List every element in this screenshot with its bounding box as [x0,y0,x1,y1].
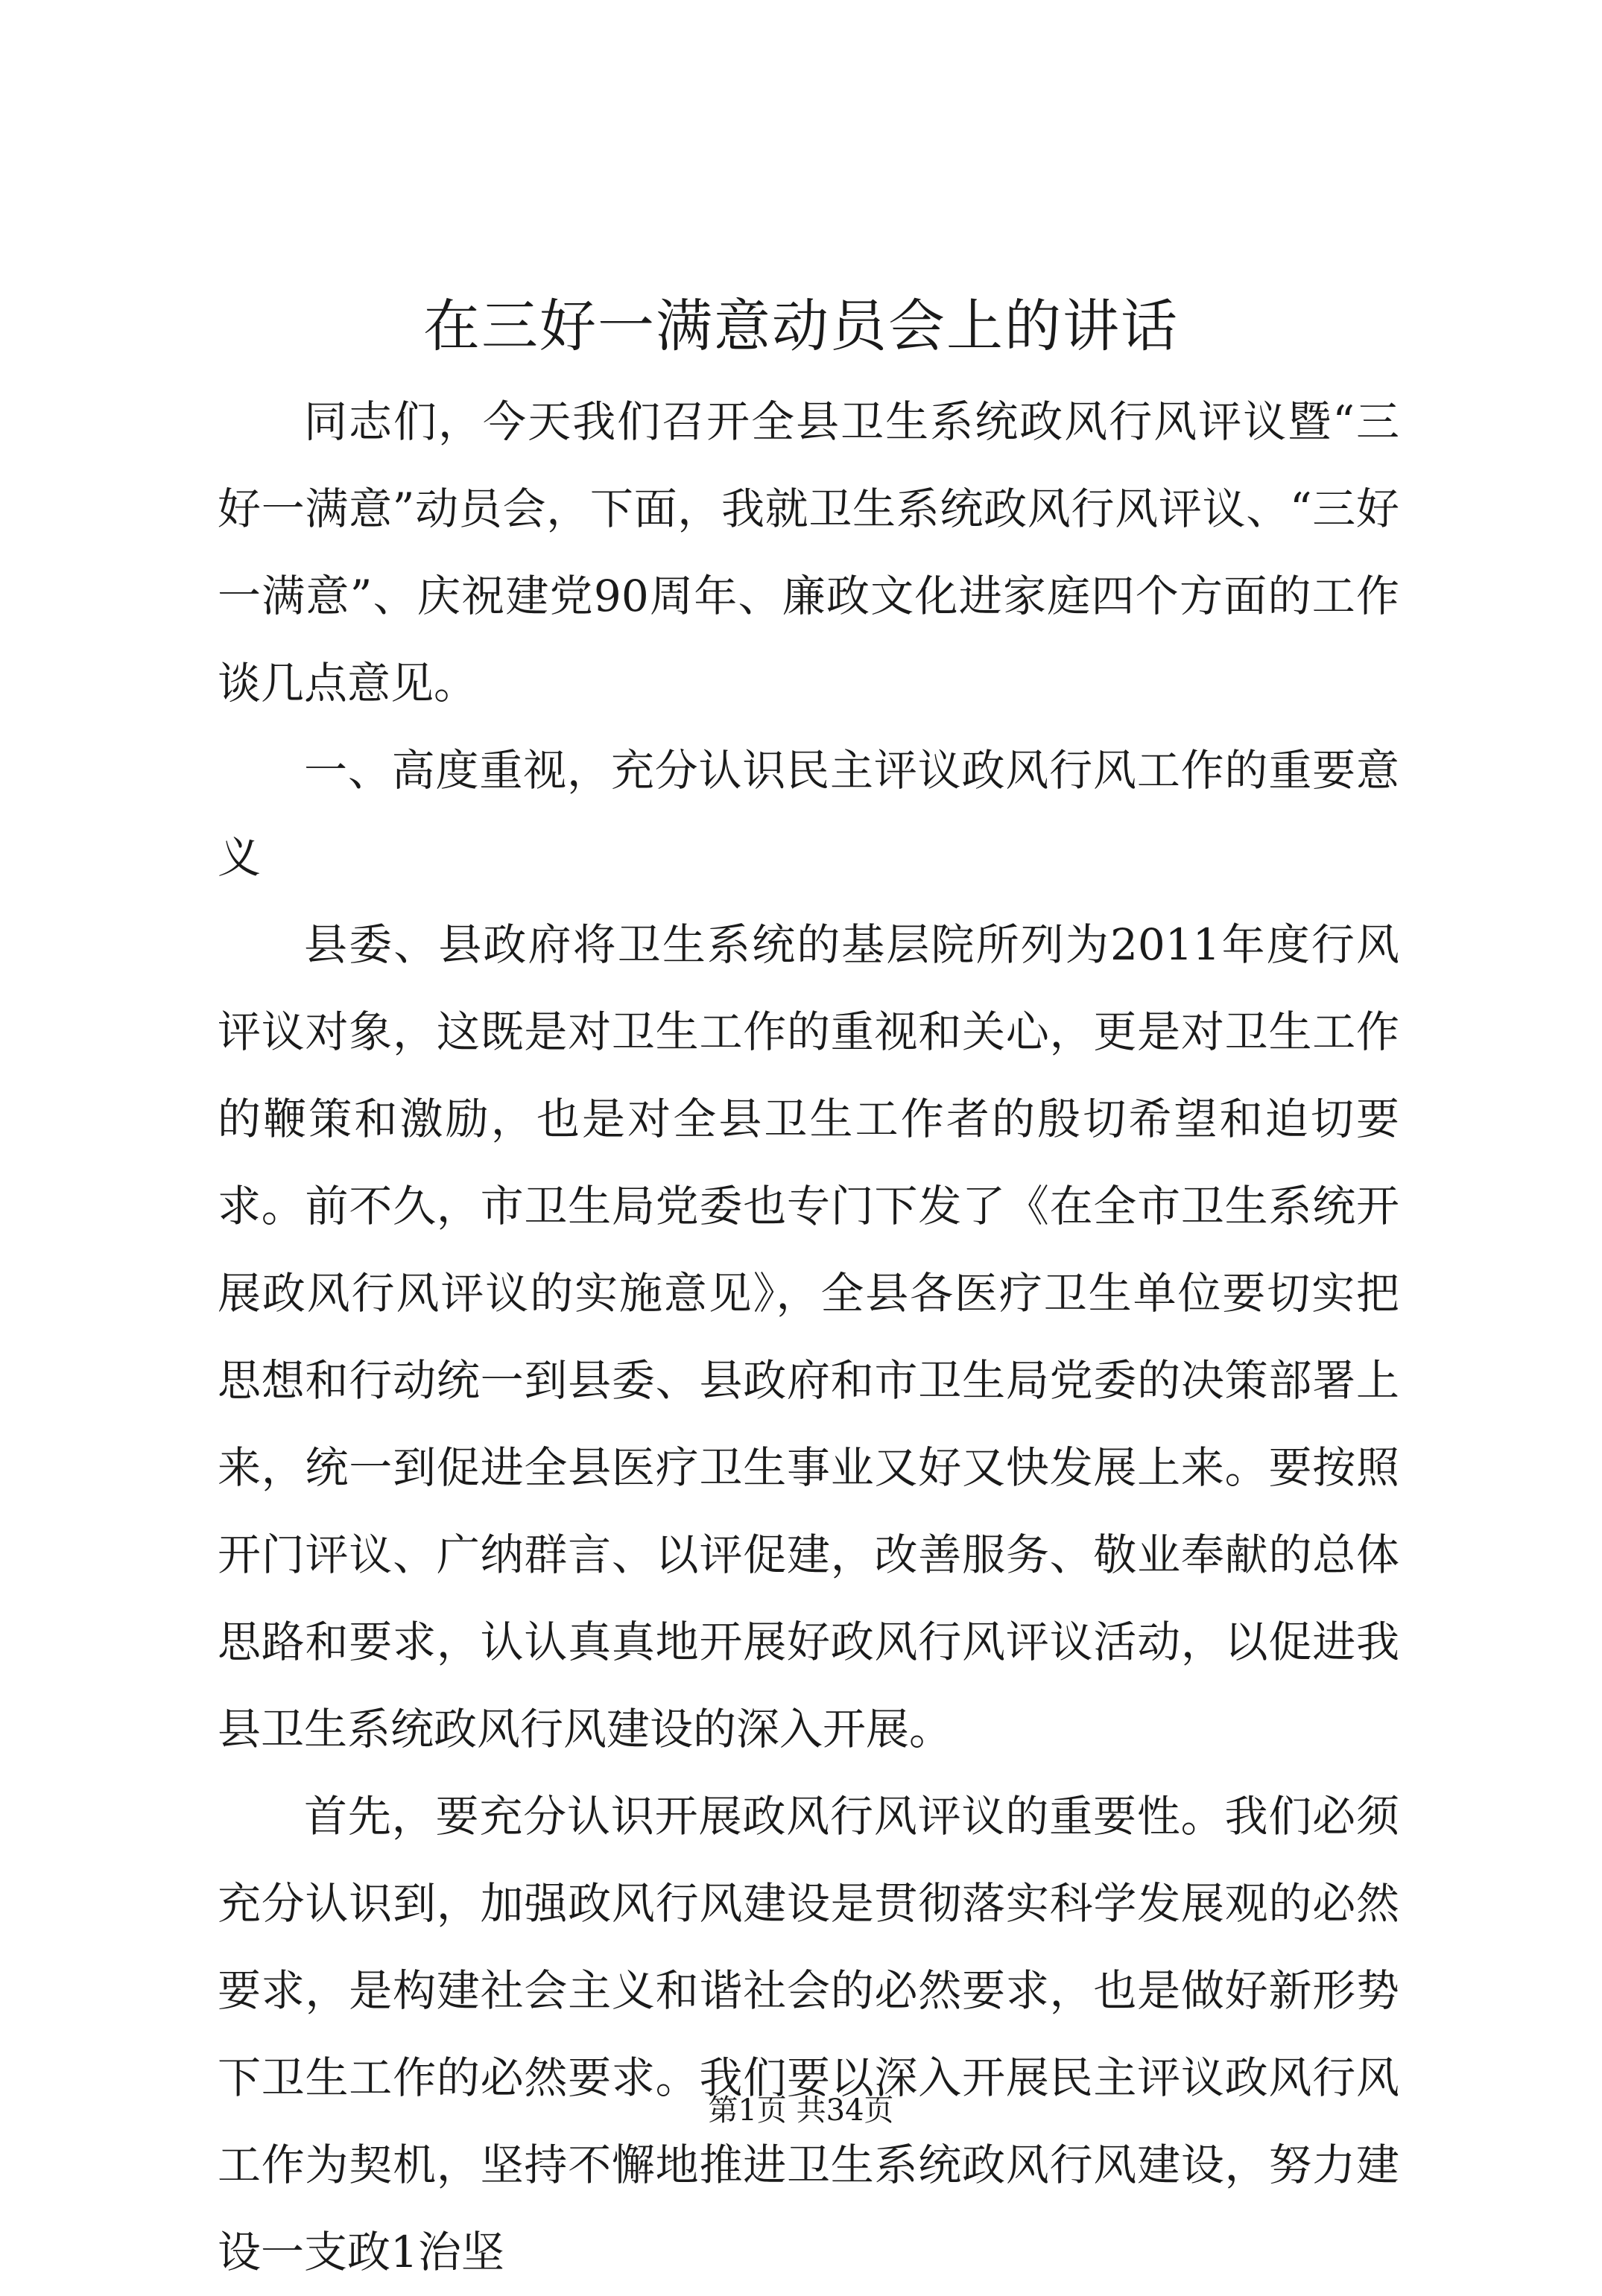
paragraph-section-1: 县委、县政府将卫生系统的基层院所列为2011年度行风评议对象，这既是对卫生工作的重视和关心，更是对卫生工作的鞭策和激励，也是对全县卫生工作者的殷切希望和迫切要求。前不久，市卫生局党委也专门下发了《在全市卫生系统开展政风行风评议的实施意见》，全县各医疗卫生单位要切实把思想和行动统一到县委、县政府和市卫生局党委的决策部署上来，统一到促进全县医疗卫生事业又好又快发展上来。要按照开门评议、广纳群言、以评促建，改善服务、敬业奉献的总体思路和要求，认认真真地开展好政风行风评议活动，以促进我县卫生系统政风行风建设的深入开展。 [218,919,1399,1754]
section-heading-1: 一、高度重视，充分认识民主评议政风行风工作的重要意义 [218,745,1399,883]
document-title: 在三好一满意动员会上的讲话 [423,293,1179,359]
paragraph-intro: 同志们，今天我们召开全县卫生系统政风行风评议暨“三好一满意”动员会，下面，我就卫生系统政风行风评议、“三好一满意”、庆祝建党90周年、廉政文化进家庭四个方面的工作谈几点意见。 [218,396,1399,708]
paragraph-first-point: 首先，要充分认识开展政风行风评议的重要性。我们必须充分认识到，加强政风行风建设是贯彻落实科学发展观的必然要求，是构建社会主义和谐社会的必然要求，也是做好新形势下卫生工作的必然要求。我们要以深入开展民主评议政风行风工作为契机，坚持不懈地推进卫生系统政风行风建设，努力建设一支政1治坚 [218,1791,1399,2277]
document-body [218,378,1399,2296]
page-number: 第1页 共34页 [708,2093,894,2128]
